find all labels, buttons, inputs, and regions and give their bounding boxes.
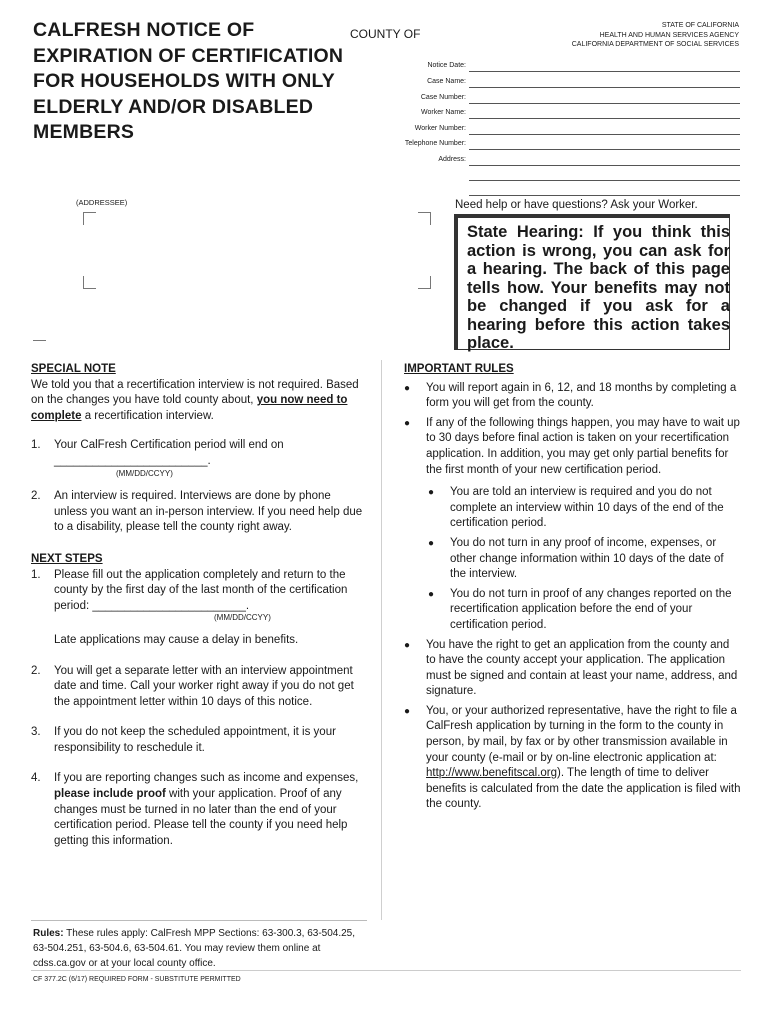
item-text: Please fill out the application completely and return to the county by the first day of the last month of the certification period: ________________________. [54, 568, 348, 612]
rule-text: You have the right to get an application from the county and to have the county accept your application. The application must be signed and contain at least your name, address, and signature. [426, 638, 738, 698]
worker-number-label: Worker Number: [414, 125, 466, 132]
agency-hhs: HEALTH AND HUMAN SERVICES AGENCY [599, 31, 739, 39]
worker-name-line[interactable] [469, 118, 740, 119]
agency-state: STATE OF CALIFORNIA [661, 22, 739, 29]
address-window-corner-bl [83, 276, 96, 289]
bullet-icon: ● [428, 487, 435, 499]
state-hearing-box [454, 214, 730, 350]
telephone-number-label: Telephone Number: [404, 140, 466, 147]
rule-text: You do not turn in any proof of income, expenses, or other change information within 10 days of the date of the interview. [450, 536, 724, 581]
rule-text: You do not turn in proof of any changes reported on the recertification application before the end of your certification period. [450, 587, 732, 631]
rule-bullet-4 [404, 704, 741, 813]
bullet-icon: ● [404, 639, 411, 651]
notice-date-label: Notice Date: [427, 62, 466, 69]
date-format-hint: (MM/DD/CCYY) [116, 468, 173, 478]
special-note-text-b: a recertification interview. [81, 409, 214, 422]
address-label: Address: [438, 156, 466, 163]
rule-sub-bullet-2 [426, 536, 741, 583]
next-steps-item-1 [31, 568, 367, 649]
item-number: 3. [31, 726, 41, 739]
rules-label: Rules: [33, 928, 64, 939]
item-text: If you do not keep the scheduled appointment, it is your responsibility to reschedule it. [54, 726, 336, 754]
county-label: COUNTY OF [350, 27, 421, 41]
rule-sub-bullet-1 [426, 485, 741, 532]
item-number: 4. [31, 772, 41, 785]
rule-bullet-1 [404, 381, 741, 412]
telephone-number-line[interactable] [469, 149, 740, 150]
special-note-item-1 [31, 438, 367, 481]
agency-block [499, 21, 739, 50]
item-text [54, 771, 367, 849]
special-note-text-a: We told you that a recertification interview is not required. Based on the changes you have told county about, [31, 378, 359, 407]
case-name-label: Case Name: [427, 78, 466, 85]
column-divider [381, 360, 382, 920]
address-window-corner-tr [418, 212, 431, 225]
case-number-label: Case Number: [420, 94, 466, 101]
help-text: Need help or have questions? Ask your Worker. [455, 199, 698, 211]
rule-text [426, 704, 741, 813]
form-id: CF 377.2C (6/17) REQUIRED FORM - SUBSTITUTE PERMITTED [33, 976, 241, 983]
bullet-icon: ● [404, 705, 411, 717]
bullet-icon: ● [404, 382, 411, 394]
address-line-2[interactable] [469, 180, 740, 181]
special-note-heading: SPECIAL NOTE [31, 363, 116, 375]
fold-mark [33, 340, 46, 341]
item-emphasis: please include proof [54, 788, 166, 801]
rule-sub-bullet-3 [426, 587, 741, 634]
item-number: 1. [31, 568, 41, 581]
case-number-line[interactable] [469, 103, 740, 104]
rules-footer [33, 926, 363, 971]
address-window-corner-br [418, 276, 431, 289]
rule-text-b: ). The length of time to deliver benefits is calculated from the date the application is filed with the county. [426, 767, 741, 811]
left-column [31, 362, 367, 849]
address-line-3[interactable] [469, 195, 740, 196]
special-note-text [31, 378, 367, 425]
bullet-icon: ● [428, 537, 435, 549]
bullet-icon: ● [404, 417, 411, 429]
late-warning: Late applications may cause a delay in benefits. [54, 633, 299, 646]
item-number: 2. [31, 490, 41, 503]
rule-bullet-2 [404, 416, 741, 634]
date-format-hint: (MM/DD/CCYY) [214, 613, 271, 623]
case-name-line[interactable] [469, 87, 740, 88]
item-text: Your CalFresh Certification period will end on [54, 439, 284, 452]
rule-text-a: You, or your authorized representative, have the right to file a CalFresh application by turning in the form to the county in person, by mail, by fax or by other transmission available in your county (e-mail or by on-line electronic application at: [426, 704, 737, 764]
worker-number-line[interactable] [469, 134, 740, 135]
next-steps-item-2 [31, 664, 367, 711]
item-number: 2. [31, 664, 41, 677]
state-hearing-text: State Hearing: If you think this action is wrong, you can ask for a hearing. The back of this page tells how. Your benefits may not be changed if you ask for a hearing before this action takes place. [467, 223, 730, 352]
notice-title: CALFRESH NOTICE OF EXPIRATION OF CERTIFICATION FOR HOUSEHOLDS WITH ONLY ELDERLY AND/OR DISABLED MEMBERS [33, 19, 344, 143]
right-column [404, 362, 741, 813]
address-window-corner-tl [83, 212, 96, 225]
item-text: An interview is required. Interviews are done by phone unless you want an in-person interview. If you need help due to a disability, please tell the county right away. [54, 490, 363, 534]
rule-text: If any of the following things happen, you may have to wait up to 30 days before final action is taken on your recertification application. In addition, you may get only partial benefits for the first month of your new certification period. [426, 416, 740, 476]
special-note-item-2 [31, 489, 367, 536]
notice-date-line[interactable] [469, 71, 740, 72]
address-line-1[interactable] [469, 165, 740, 166]
item-text: You will get a separate letter with an interview appointment date and time. Call your worker right away if you do not get the appointment letter within 10 days of this notice. [54, 664, 354, 708]
rules-text: These rules apply: CalFresh MPP Sections: 63-300.3, 63-504.25, 63-504.251, 63-504.6, 63-504.61. You may review them online at cdss.ca.gov or at your local county office. [33, 928, 356, 969]
important-rules-heading: IMPORTANT RULES [404, 363, 514, 375]
rule-text: You will report again in 6, 12, and 18 months by completing a form you will get from the county. [426, 381, 737, 410]
benefitscal-link[interactable]: http://www.benefitscal.org [426, 767, 558, 780]
footer-divider [31, 970, 741, 971]
agency-cdss: CALIFORNIA DEPARTMENT OF SOCIAL SERVICES [571, 41, 739, 48]
worker-name-label: Worker Name: [421, 109, 466, 116]
rule-text: You are told an interview is required and you do not complete an interview within 10 days of the end of the certification period. [450, 486, 724, 530]
item-text-b: with your application. Proof of any changes must be turned in no later than the end of your certification period. Please tell the county if you need help getting this information. [54, 788, 348, 847]
next-steps-item-4 [31, 771, 367, 849]
next-steps-item-3 [31, 725, 367, 756]
bullet-icon: ● [428, 588, 435, 600]
item-text-a: If you are reporting changes such as income and expenses, [54, 772, 359, 785]
item-number: 1. [31, 439, 41, 452]
rule-bullet-3 [404, 638, 741, 700]
date-blank[interactable]: ________________________. [54, 454, 211, 467]
next-steps-heading: NEXT STEPS [31, 552, 103, 565]
special-note-emphasis: you now need to complete [31, 394, 348, 422]
addressee-label: (ADDRESSEE) [76, 198, 128, 207]
rules-divider [31, 920, 367, 921]
